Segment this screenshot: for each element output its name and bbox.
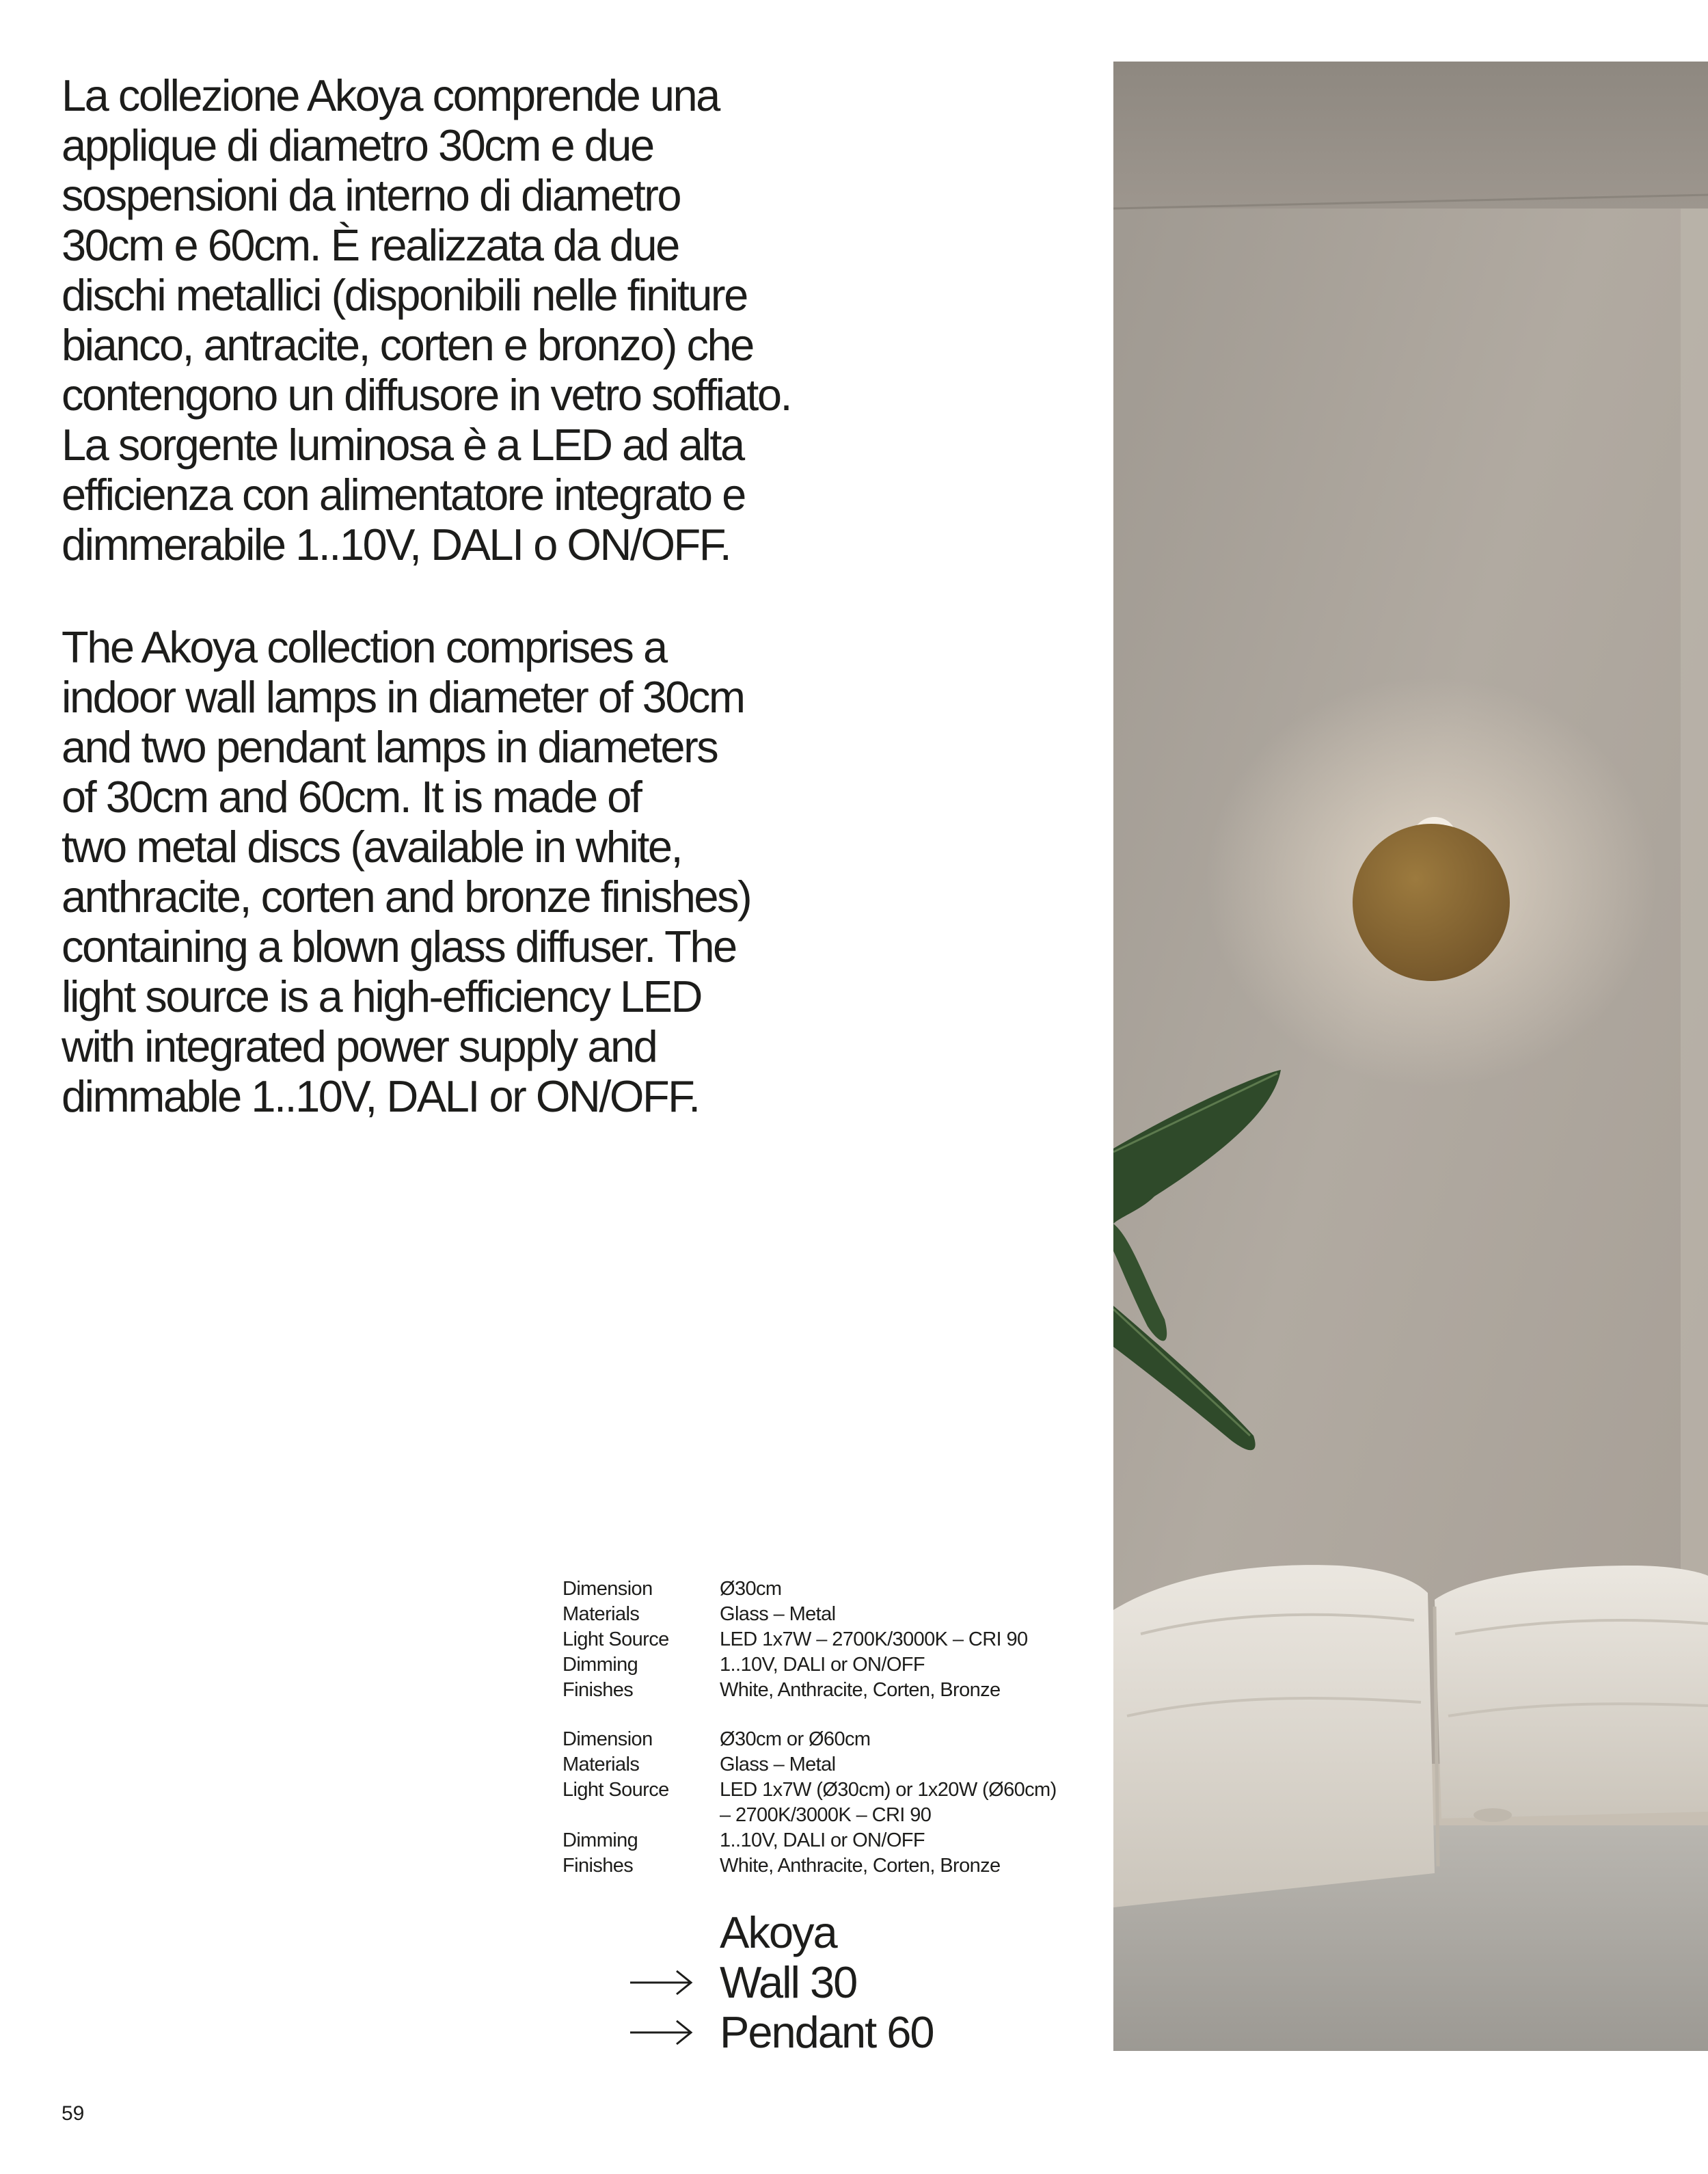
spec-value: Glass – Metal [720, 1754, 836, 1775]
spec-key: Finishes [562, 1679, 634, 1701]
spec-value: Glass – Metal [720, 1603, 836, 1625]
sofa [1435, 1566, 1708, 1819]
spec-row [562, 1727, 1109, 1752]
spec-value: – 2700K/3000K – CRI 90 [720, 1804, 932, 1826]
product-variant-line [629, 2007, 934, 2057]
spec-value: LED 1x7W – 2700K/3000K – CRI 90 [720, 1628, 1028, 1650]
intro-en-line: light source is a high-efficiency LED [62, 971, 701, 1021]
product-list [629, 1907, 934, 2057]
intro-en-line: dimmable 1..10V, DALI or ON/OFF. [62, 1071, 699, 1121]
spec-key: Light Source [562, 1628, 669, 1650]
intro-it-line: bianco, antracite, corten e bronzo) che [62, 320, 753, 370]
intro-it-line: La collezione Akoya comprende una [62, 70, 719, 120]
spec-key: Materials [562, 1754, 640, 1775]
spec-row [562, 1828, 1109, 1853]
spec-table-pendant [562, 1727, 1109, 1879]
intro-en-line: containing a blown glass diffuser. The [62, 922, 736, 971]
spec-row [562, 1652, 1109, 1678]
wall-lamp-disc [1353, 824, 1510, 981]
interior-illustration [1113, 62, 1708, 2051]
intro-it-line: sospensioni da interno di diametro [62, 170, 681, 220]
spec-value: LED 1x7W (Ø30cm) or 1x20W (Ø60cm) [720, 1779, 1057, 1801]
intro-it-line: applique di diametro 30cm e due [62, 120, 653, 170]
spec-row [562, 1678, 1109, 1703]
spec-value: White, Anthracite, Corten, Bronze [720, 1679, 1001, 1701]
spec-key: Light Source [562, 1779, 669, 1801]
page-number: 59 [62, 2102, 85, 2125]
spec-value: Ø30cm [720, 1578, 782, 1600]
product-name: Akoya [720, 1907, 837, 1957]
intro-en-line: The Akoya collection comprises a [62, 622, 666, 672]
spec-row [562, 1627, 1109, 1652]
intro-english [62, 622, 1018, 1121]
product-variant: Pendant 60 [720, 2007, 934, 2057]
intro-en-line: two metal discs (available in white, [62, 822, 682, 872]
spec-key: Dimming [562, 1829, 638, 1851]
spec-row [562, 1853, 1109, 1879]
spec-key: Materials [562, 1603, 640, 1625]
spec-value: Ø30cm or Ø60cm [720, 1728, 871, 1750]
spec-row [562, 1576, 1109, 1602]
interior-photo [1113, 62, 1708, 2051]
spec-row [562, 1777, 1109, 1803]
spec-value: 1..10V, DALI or ON/OFF [720, 1654, 925, 1676]
intro-en-line: and two pendant lamps in diameters [62, 722, 718, 772]
spec-row [562, 1752, 1109, 1777]
spec-key: Dimension [562, 1728, 653, 1750]
intro-en-line: with integrated power supply and [62, 1021, 657, 1071]
intro-it-line: dischi metallici (disponibili nelle finiture [62, 270, 747, 320]
spec-value: 1..10V, DALI or ON/OFF [720, 1829, 925, 1851]
intro-en-line: anthracite, corten and bronze finishes) [62, 872, 751, 922]
intro-it-line: contengono un diffusore in vetro soffiato. [62, 370, 791, 420]
product-variant: Wall 30 [720, 1957, 857, 2007]
intro-italian [62, 70, 1018, 569]
spec-key: Dimming [562, 1654, 638, 1676]
arrow-right-icon [629, 2019, 720, 2046]
intro-it-line: 30cm e 60cm. È realizzata da due [62, 220, 679, 270]
spec-key: Finishes [562, 1855, 634, 1877]
intro-it-line: dimmerabile 1..10V, DALI o ON/OFF. [62, 520, 731, 569]
spec-table-wall [562, 1576, 1109, 1703]
spec-value: White, Anthracite, Corten, Bronze [720, 1855, 1001, 1877]
spec-row [562, 1803, 1109, 1828]
product-variant-line [629, 1957, 934, 2007]
intro-en-line: of 30cm and 60cm. It is made of [62, 772, 641, 822]
spec-key [562, 1803, 720, 1828]
arrow-right-icon [629, 1969, 720, 1996]
intro-en-line: indoor wall lamps in diameter of 30cm [62, 672, 744, 722]
product-name-line [629, 1907, 934, 1957]
intro-it-line: efficienza con alimentatore integrato e [62, 470, 745, 520]
intro-it-line: La sorgente luminosa è a LED ad alta [62, 420, 744, 470]
spec-row [562, 1602, 1109, 1627]
spec-key: Dimension [562, 1578, 653, 1600]
